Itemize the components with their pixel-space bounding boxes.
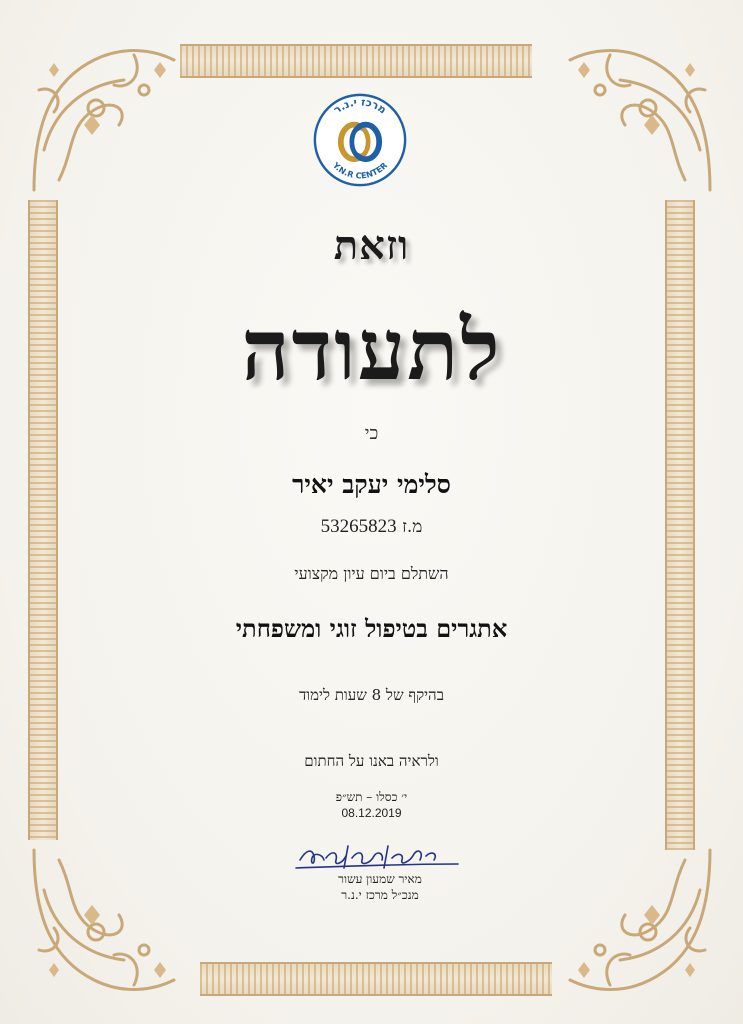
- logo-text-english: Y.N.R CENTER: [330, 160, 390, 181]
- corner-ornament-icon: [14, 840, 184, 1010]
- id-label: מ.ז: [402, 517, 423, 537]
- title-line-1: וזאת: [333, 222, 410, 269]
- signatory-role: מנכ״ל מרכז י.נ.ר: [341, 888, 419, 902]
- corner-ornament-icon: [560, 30, 730, 200]
- border-bottom: [200, 962, 552, 996]
- recipient-name: סלימי יעקב יאיר: [292, 470, 451, 499]
- course-title: אתגרים בטיפול זוגי ומשפחתי: [235, 614, 508, 643]
- id-line: [0, 516, 743, 538]
- border-top: [180, 44, 532, 78]
- ynr-center-logo: [312, 92, 408, 188]
- date-gregorian: 08.12.2019: [341, 806, 402, 820]
- attestation-text: ולראיה באנו על החתום: [304, 752, 439, 770]
- hours-text: בהיקף של 8 שעות לימוד: [299, 686, 444, 704]
- ki-line: כי: [364, 423, 379, 444]
- logo-text-hebrew: מרכז י.נ.ר: [331, 96, 389, 117]
- signatory-name: מאיר שמעון עשור: [338, 872, 422, 886]
- corner-ornament-icon: [560, 840, 730, 1010]
- id-number: 53265823: [320, 516, 397, 537]
- participated-text: השתלם ביום עיון מקצועי: [294, 564, 449, 583]
- certificate-title: לתעודה: [241, 300, 502, 399]
- date-hebrew: י׳ כסלו – תש״פ: [335, 790, 408, 804]
- corner-ornament-icon: [14, 30, 184, 200]
